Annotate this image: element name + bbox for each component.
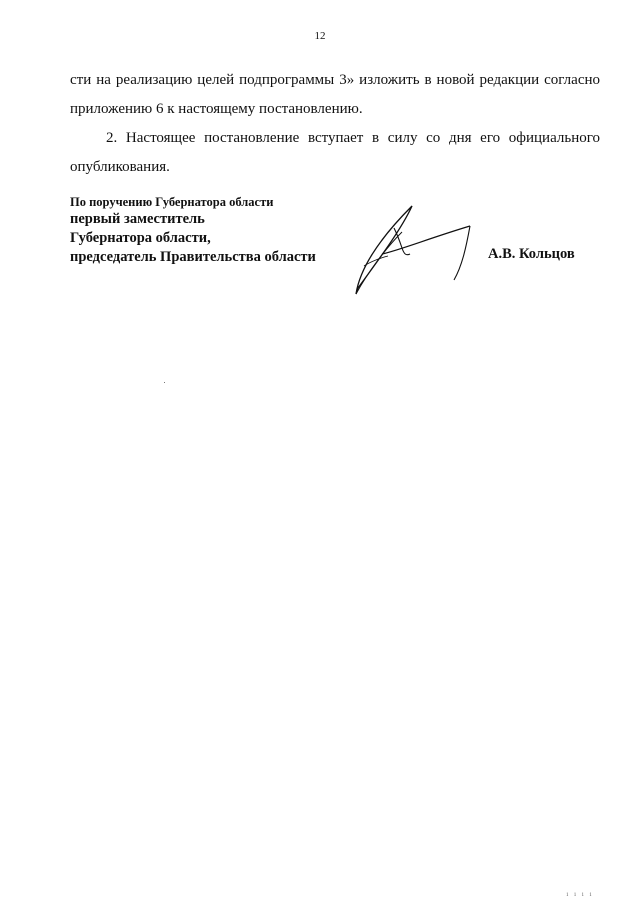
paragraph-2-line-2: опубликования. [70, 159, 170, 175]
body-line-2: приложению 6 к настоящему постановлению. [70, 101, 363, 117]
by-order-line: По поручению Губернатора области [70, 195, 274, 209]
footer-mark: 1 1 1 1 [566, 893, 594, 898]
document-body [70, 66, 600, 182]
handwritten-signature [340, 198, 480, 302]
signer-name: А.В. Кольцов [488, 246, 575, 262]
scan-speck [164, 382, 165, 383]
page-number: 12 [314, 30, 326, 42]
signer-title-line-1: первый заместитель [70, 211, 205, 227]
signer-title-line-3: председатель Правительства области [70, 249, 316, 265]
signer-title-line-2: Губернатора области, [70, 230, 211, 246]
body-line-1: сти на реализацию целей подпрограммы 3» изложить в новой редакции согласно [70, 72, 600, 88]
paragraph-2-line-1: 2. Настоящее постановление вступает в силу со дня его официального [106, 130, 600, 146]
